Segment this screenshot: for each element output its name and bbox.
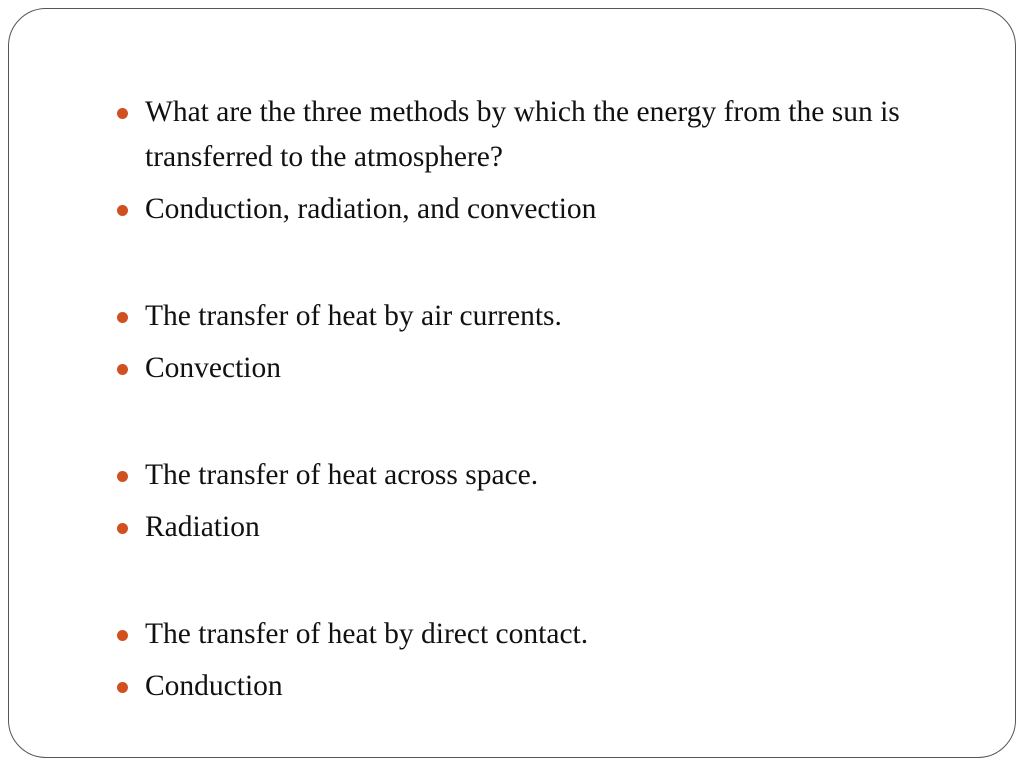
bullet-text: Conduction	[145, 670, 283, 702]
bullet-text: The transfer of heat across space.	[145, 459, 539, 491]
bullet-dot-icon	[117, 364, 128, 375]
bullet-list	[9, 9, 1015, 757]
bullet-dot-icon	[117, 205, 128, 216]
bullet-item-question-across-space	[145, 453, 935, 498]
bullet-text: Radiation	[145, 511, 260, 543]
bullet-item-answer-convection	[145, 346, 935, 391]
bullet-item-question-direct-contact	[145, 612, 935, 657]
bullet-dot-icon	[117, 312, 128, 323]
bullet-text: Conduction, radiation, and convection	[145, 193, 597, 225]
bullet-dot-icon	[117, 523, 128, 534]
bullet-text: What are the three methods by which the energy from the sun is transferred to the atmosphere?	[145, 96, 900, 173]
bullet-item-answer-radiation	[145, 505, 935, 550]
bullet-dot-icon	[117, 630, 128, 641]
bullet-item-answer-conduction	[145, 664, 935, 709]
slide-frame	[8, 8, 1016, 758]
bullet-item-question-air-currents	[145, 294, 935, 339]
bullet-dot-icon	[117, 682, 128, 693]
bullet-text: The transfer of heat by direct contact.	[145, 618, 589, 650]
bullet-dot-icon	[117, 471, 128, 482]
bullet-text: The transfer of heat by air currents.	[145, 300, 562, 332]
bullet-dot-icon	[117, 108, 128, 119]
bullet-item-answer-methods	[145, 187, 935, 232]
bullet-text: Convection	[145, 352, 282, 384]
bullet-item-question-methods	[145, 90, 935, 180]
